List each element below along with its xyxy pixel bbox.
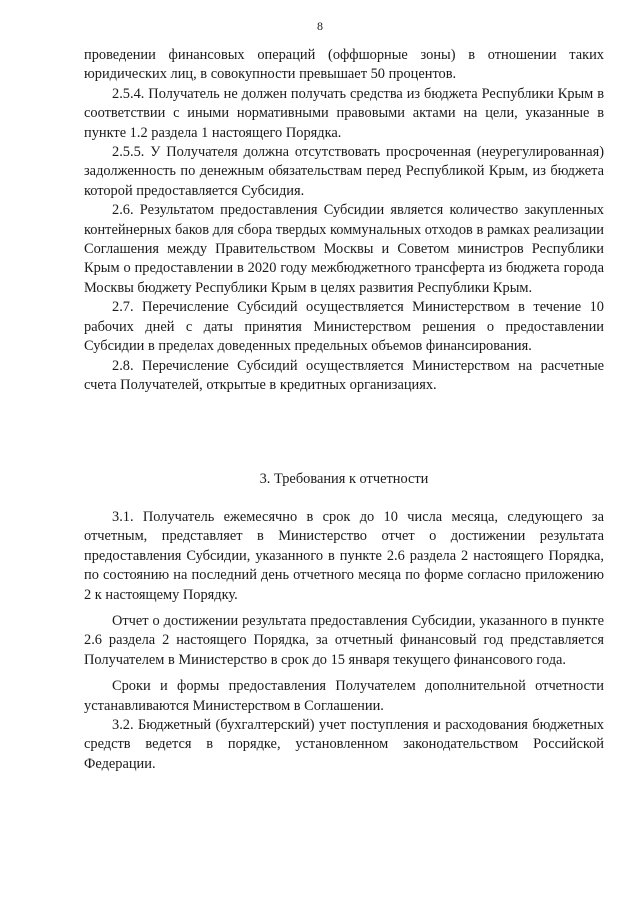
paragraph-2-5-4: 2.5.4. Получатель не должен получать средства из бюджета Республики Крым в соответствии с иными нормативными правовыми актами на цели, указанные в пункте 1.2 раздела 1 настоящего Порядка.: [84, 85, 604, 141]
paragraph: проведении финансовых операций (оффшорные зоны) в отношении таких юридических лиц, в совокупности превышает 50 процентов.: [84, 47, 604, 83]
section-title: 3. Требования к отчетности: [259, 471, 429, 487]
document-body-top: [84, 46, 604, 395]
paragraph-additional-reporting: Сроки и формы предоставления Получателем дополнительной отчетности устанавливаются Министерством в Соглашении.: [84, 678, 604, 714]
document-body-bottom: [84, 508, 604, 774]
paragraph-2-5-5: 2.5.5. У Получателя должна отсутствовать просроченная (неурегулированная) задолженность по денежным обязательствам перед Республикой Крым, из бюджета которой предоставляется Субсидия.: [84, 144, 604, 199]
paragraph-2-6: 2.6. Результатом предоставления Субсидии является количество закупленных контейнерных баков для сбора твердых коммунальных отходов в рамках реализации Соглашения между Правительством Москвы и Советом министров Республики Крым о предоставлении в 2020 году межбюджетного трансферта из бюджета города Москвы бюджету Республики Крым в целях развития Республики Крым.: [84, 202, 604, 296]
page-number: 8: [317, 19, 323, 33]
paragraph-annual-report: Отчет о достижении результата предоставления Субсидии, указанного в пункте 2.6 раздела 2 настоящего Порядка, за отчетный финансовый год представляется Получателем в Министерство в срок до 15 января текущего финансового года.: [84, 613, 604, 668]
paragraph-3-2: 3.2. Бюджетный (бухгалтерский) учет поступления и расходования бюджетных средств ведется в порядке, установленном законодательством Российской Федерации.: [84, 717, 604, 772]
paragraph-2-8: 2.8. Перечисление Субсидий осуществляется Министерством на расчетные счета Получателей, открытые в кредитных организациях.: [84, 357, 604, 393]
paragraph-2-7: 2.7. Перечисление Субсидий осуществляется Министерством в течение 10 рабочих дней с даты принятия Министерством решения о предоставлении Субсидии в пределах доведенных предельных объемов финансирования.: [84, 299, 604, 355]
paragraph-3-1: 3.1. Получатель ежемесячно в срок до 10 числа месяца, следующего за отчетным, представляет в Министерство отчет о достижении результата предоставления Субсидии, указанного в пункте 2.6 раздела 2 настоящего Порядка, по состоянию на последний день отчетного месяца по форме согласно приложению 2 к настоящему Порядку.: [84, 509, 604, 603]
